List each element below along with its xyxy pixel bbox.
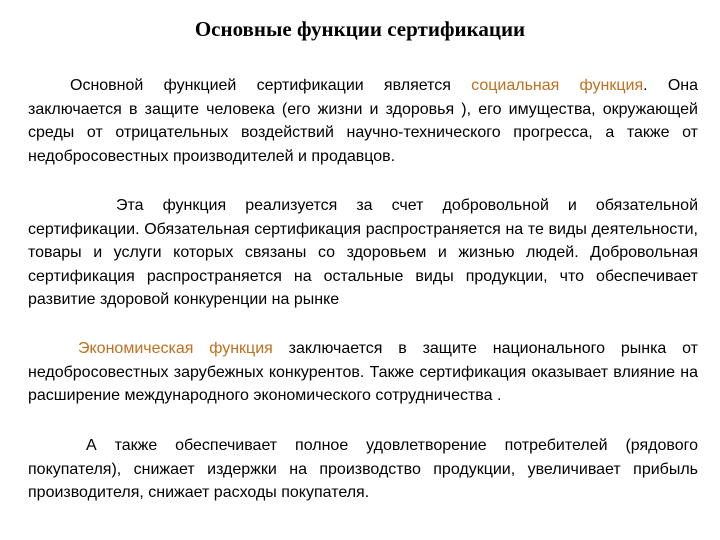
paragraph-certification-types — [28, 194, 698, 312]
slide-title: Основные функции сертификации — [194, 17, 526, 41]
paragraph1-body: . Она заключается в защите человека (его жизни и здоровья ), его имущества, окружающей среды от отрицательных воздействий научно-технического прогресса, а также от недобросовестных производителей и продавцов. — [28, 77, 699, 165]
paragraph1-lead: Основной функцией сертификации является — [70, 77, 472, 94]
paragraph-consumer-benefits — [28, 434, 698, 505]
economic-function-highlight: Экономическая функция — [78, 340, 273, 357]
paragraph2-body: Эта функция реализуется за счет добровольной и обязательной сертификации. Обязательная сертификация распространяется на те виды деятельности, товары и услуги которых связаны со здоровьем и жизнью людей. Добровольная сертификация распространяется на остальные виды продукции, что обеспечивает развитие здоровой конкуренции на рынке — [28, 197, 698, 308]
paragraph3-body: заключается в защите национального рынка от недобросовестных зарубежных конкурентов. Также сертификация оказывает влияние на расширение международного экономического сотрудничества . — [28, 340, 699, 404]
paragraph-social-function — [28, 74, 698, 168]
social-function-highlight: социальная функция — [471, 77, 644, 94]
paragraph4-body: А также обеспечивает полное удовлетворение потребителей (рядового покупателя), снижает издержки на производство продукции, увеличивает прибыль производителя, снижает расходы покупателя. — [28, 437, 698, 501]
paragraph-economic-function — [28, 337, 698, 408]
